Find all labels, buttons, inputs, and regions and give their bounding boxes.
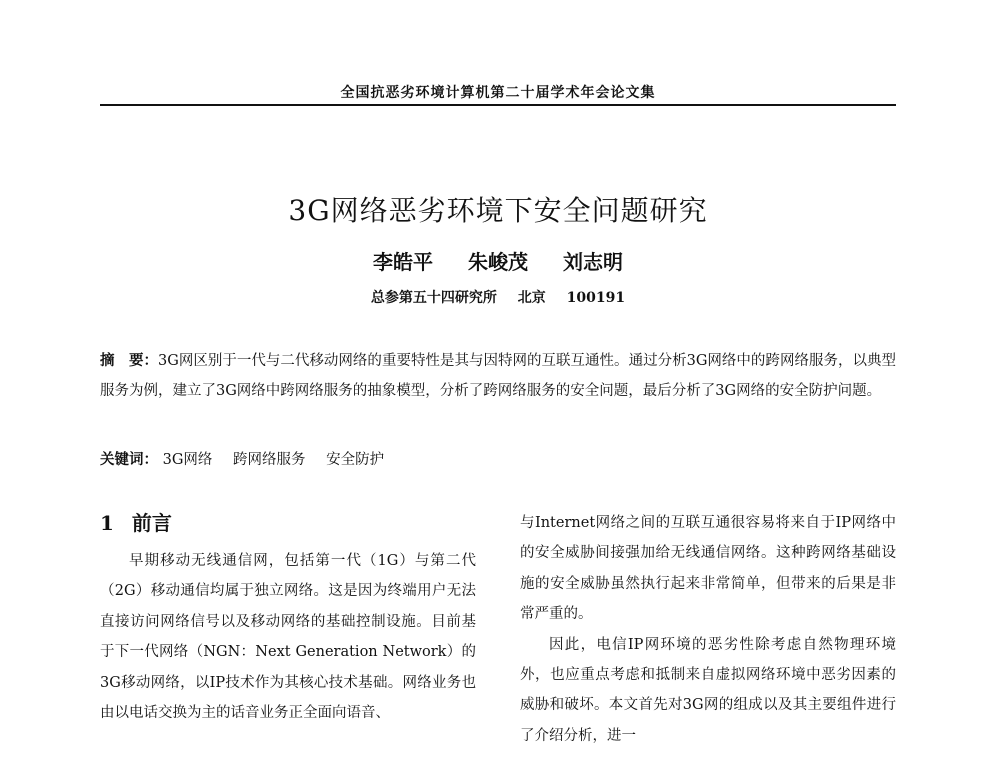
abstract-text: 3G网区别于一代与二代移动网络的重要特性是其与因特网的互联互通性。通过分析3G网络中的跨网络服务，以典型服务为例，建立了3G网络中跨网络服务的抽象模型，分析了跨网络服务的安全问题，最后分析了3G网络的安全防护问题。 <box>100 353 896 399</box>
abstract <box>100 346 896 406</box>
left-column <box>100 508 476 728</box>
body-paragraph: 与Internet网络之间的互联互通很容易将来自于IP网络中的安全威胁间接强加给无线通信网络。这种跨网络基础设施的安全威胁虽然执行起来非常简单，但带来的后果是非常严重的。 <box>520 515 896 623</box>
author-name: 朱峻茂 <box>468 250 528 274</box>
section-heading <box>100 508 476 538</box>
right-column <box>520 508 896 751</box>
author-list <box>100 246 896 275</box>
running-header: 全国抗恶劣环境计算机第二十届学术年会论文集 <box>340 85 656 101</box>
body-paragraph: 早期移动无线通信网，包括第一代（1G）与第二代（2G）移动通信均属于独立网络。这是因为终端用户无法直接访问网络信号以及移动网络的基础控制设施。目前基于下一代网络（NGN：Next Generation Network）的3G移动网络，以IP技术作为其核心技术基础。网络业务也由以电话交换为主的话音业务正全面向语音、 <box>100 553 476 722</box>
header-rule <box>100 104 896 106</box>
author-name: 李皓平 <box>373 250 434 274</box>
keywords-label: 关键词： <box>100 451 158 468</box>
paper-title: 3G网络恶劣环境下安全问题研究 <box>288 193 708 227</box>
section-title: 前言 <box>131 511 172 535</box>
keyword: 安全防护 <box>326 452 385 468</box>
section-number: 1 <box>100 511 114 535</box>
body-paragraph: 因此，电信IP网环境的恶劣性除考虑自然物理环境外，也应重点考虑和抵制来自虚拟网络环境中恶劣因素的威胁和破坏。本文首先对3G网的组成以及其主要组件进行了介绍分析，进一 <box>520 636 896 744</box>
affiliation-postcode: 100191 <box>566 290 626 306</box>
author-name: 刘志明 <box>562 250 623 274</box>
keyword: 3G网络 <box>162 452 213 468</box>
keyword: 跨网络服务 <box>233 452 306 468</box>
keywords <box>100 445 896 475</box>
affiliation <box>100 287 896 307</box>
affiliation-institute: 总参第五十四研究所 <box>370 290 497 306</box>
affiliation-city: 北京 <box>517 290 546 306</box>
abstract-label: 摘 要： <box>100 352 159 369</box>
